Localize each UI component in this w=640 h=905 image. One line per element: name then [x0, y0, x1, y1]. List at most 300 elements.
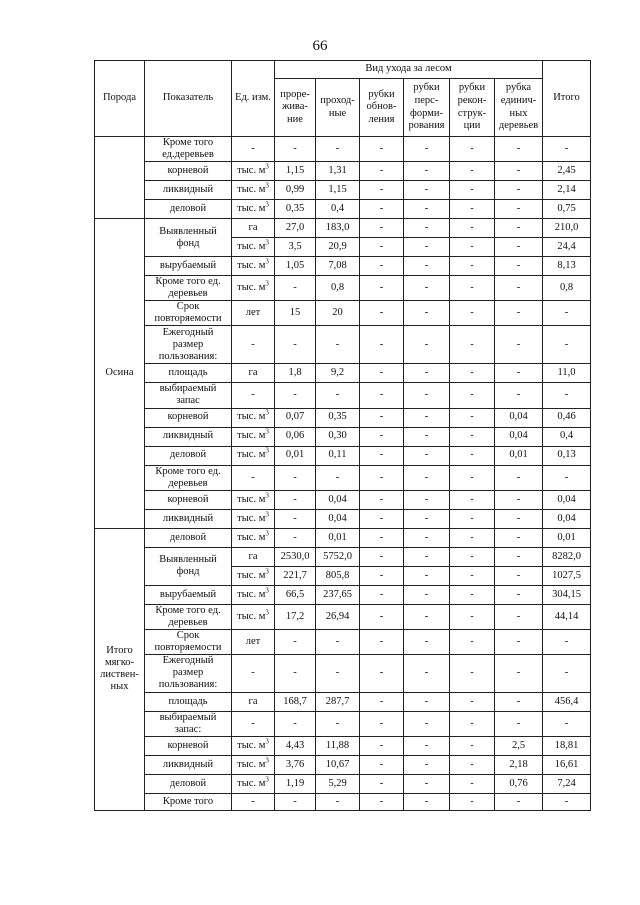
value-cell: - [404, 737, 450, 756]
indicator-cell: выбираемый запас: [145, 711, 232, 736]
value-cell: - [360, 446, 404, 465]
value-cell: - [495, 692, 543, 711]
value-cell: - [404, 711, 450, 736]
unit-text: - [251, 795, 255, 807]
value-cell: - [316, 383, 360, 408]
header-total: Итого [543, 61, 591, 137]
value-cell: 9,2 [316, 364, 360, 383]
value-cell: - [360, 181, 404, 200]
value-cell: - [360, 276, 404, 301]
value-cell: 0,04 [495, 427, 543, 446]
unit-cell [232, 383, 275, 408]
value-cell: - [275, 629, 316, 654]
unit-text: тыс. м [237, 184, 266, 196]
value-cell: - [495, 585, 543, 604]
unit-cell [232, 547, 275, 566]
total-cell: 2,45 [543, 162, 591, 181]
value-cell: - [495, 257, 543, 276]
value-cell: - [404, 200, 450, 219]
total-cell: 24,4 [543, 238, 591, 257]
value-cell: 26,94 [316, 604, 360, 629]
value-cell: - [495, 654, 543, 692]
unit-text: тыс. м [237, 531, 266, 543]
indicator-cell: Кроме того ед. деревьев [145, 465, 232, 490]
total-cell: 0,13 [543, 446, 591, 465]
total-cell: - [543, 137, 591, 162]
value-cell: - [360, 427, 404, 446]
value-cell: - [404, 383, 450, 408]
value-cell: - [404, 326, 450, 364]
value-cell: - [360, 219, 404, 238]
breed-osina: Осина [95, 219, 145, 529]
value-cell: - [495, 326, 543, 364]
value-cell: 237,65 [316, 585, 360, 604]
value-cell: - [316, 794, 360, 811]
value-cell: - [404, 276, 450, 301]
unit-superscript: 3 [265, 737, 269, 746]
indicator-cell: деловой [145, 775, 232, 794]
table-row [95, 257, 591, 276]
value-cell: - [450, 301, 495, 326]
indicator-cell: Кроме того ед.деревьев [145, 137, 232, 162]
unit-superscript: 3 [265, 567, 269, 576]
value-cell: 183,0 [316, 219, 360, 238]
indicator-cell: деловой [145, 528, 232, 547]
unit-text: - [251, 667, 255, 679]
unit-cell [232, 181, 275, 200]
unit-cell [232, 427, 275, 446]
total-cell: 18,81 [543, 737, 591, 756]
value-cell: - [404, 566, 450, 585]
value-cell: 66,5 [275, 585, 316, 604]
value-cell: - [360, 711, 404, 736]
value-cell: - [450, 566, 495, 585]
value-cell: 27,0 [275, 219, 316, 238]
value-cell: - [404, 547, 450, 566]
value-cell: 17,2 [275, 604, 316, 629]
table-row [95, 219, 591, 238]
value-cell: 7,08 [316, 257, 360, 276]
value-cell: - [404, 364, 450, 383]
value-cell: - [275, 654, 316, 692]
table-row [95, 162, 591, 181]
value-cell: - [404, 162, 450, 181]
unit-cell [232, 490, 275, 509]
value-cell: - [404, 257, 450, 276]
table-row [95, 629, 591, 654]
total-cell: 0,8 [543, 276, 591, 301]
value-cell: - [360, 509, 404, 528]
value-cell: - [495, 566, 543, 585]
value-cell: 0,04 [316, 490, 360, 509]
value-cell: - [360, 383, 404, 408]
unit-cell [232, 775, 275, 794]
header-reform: рубки перс-форми-рования [404, 79, 450, 137]
unit-superscript: 3 [265, 162, 269, 171]
value-cell: - [404, 219, 450, 238]
table-row [95, 408, 591, 427]
table-row [95, 301, 591, 326]
unit-text: тыс. м [237, 493, 266, 505]
unit-superscript: 3 [265, 446, 269, 455]
value-cell: - [450, 257, 495, 276]
value-cell: - [404, 301, 450, 326]
total-cell: - [543, 326, 591, 364]
value-cell: 5,29 [316, 775, 360, 794]
value-cell: - [360, 547, 404, 566]
value-cell: - [360, 408, 404, 427]
table-row [95, 794, 591, 811]
total-cell: 210,0 [543, 219, 591, 238]
unit-text: - [251, 717, 255, 729]
page-number: 66 [312, 38, 328, 54]
value-cell: 0,01 [495, 446, 543, 465]
indicator-cell: деловой [145, 200, 232, 219]
table-row [95, 604, 591, 629]
value-cell: 1,15 [316, 181, 360, 200]
value-cell: - [495, 276, 543, 301]
value-cell: - [450, 490, 495, 509]
value-cell: - [450, 756, 495, 775]
value-cell: - [450, 629, 495, 654]
table-row [95, 465, 591, 490]
table-row [95, 547, 591, 566]
total-cell: 2,14 [543, 181, 591, 200]
indicator-cell: ликвидный [145, 427, 232, 446]
table-row [95, 276, 591, 301]
unit-text: га [248, 550, 258, 562]
value-cell: - [450, 408, 495, 427]
value-cell: - [404, 509, 450, 528]
value-cell: - [360, 737, 404, 756]
value-cell: - [450, 181, 495, 200]
unit-cell [232, 566, 275, 585]
total-cell: - [543, 794, 591, 811]
unit-superscript: 3 [265, 238, 269, 247]
unit-text: лет [245, 307, 261, 319]
value-cell: - [450, 162, 495, 181]
value-cell: - [316, 137, 360, 162]
header-care-type: Вид ухода за лесом [275, 61, 543, 79]
unit-text: тыс. м [237, 777, 266, 789]
indicator-cell: ликвидный [145, 509, 232, 528]
indicator-cell: Ежегодный размер пользования: [145, 326, 232, 364]
value-cell: 0,76 [495, 775, 543, 794]
unit-cell [232, 654, 275, 692]
value-cell: - [275, 137, 316, 162]
unit-text: - [251, 471, 255, 483]
value-cell: - [450, 465, 495, 490]
value-cell: - [404, 756, 450, 775]
value-cell: - [275, 794, 316, 811]
value-cell: - [404, 629, 450, 654]
total-cell: 0,4 [543, 427, 591, 446]
unit-cell [232, 200, 275, 219]
unit-superscript: 3 [265, 257, 269, 266]
unit-cell [232, 238, 275, 257]
value-cell: - [450, 383, 495, 408]
unit-text: тыс. м [237, 739, 266, 751]
value-cell: - [450, 547, 495, 566]
value-cell: 10,67 [316, 756, 360, 775]
value-cell: 2530,0 [275, 547, 316, 566]
value-cell: 2,18 [495, 756, 543, 775]
value-cell: - [450, 692, 495, 711]
value-cell: 0,99 [275, 181, 316, 200]
indicator-cell: площадь [145, 364, 232, 383]
value-cell: - [360, 326, 404, 364]
total-cell: - [543, 301, 591, 326]
table-row [95, 737, 591, 756]
value-cell: - [360, 654, 404, 692]
table-row [95, 509, 591, 528]
value-cell: - [360, 364, 404, 383]
unit-cell [232, 137, 275, 162]
value-cell: - [275, 528, 316, 547]
indicator-cell: Ежегодный размер пользования: [145, 654, 232, 692]
unit-text: га [248, 222, 258, 234]
table-row [95, 490, 591, 509]
header-indicator: Показатель [145, 61, 232, 137]
unit-cell [232, 465, 275, 490]
value-cell: 11,88 [316, 737, 360, 756]
value-cell: 3,76 [275, 756, 316, 775]
value-cell: - [450, 654, 495, 692]
value-cell: 0,01 [275, 446, 316, 465]
unit-text: тыс. м [237, 758, 266, 770]
value-cell: 1,05 [275, 257, 316, 276]
unit-text: тыс. м [237, 588, 266, 600]
value-cell: - [495, 465, 543, 490]
indicator-cell: Кроме того ед. деревьев [145, 604, 232, 629]
indicator-cell: вырубаемый [145, 585, 232, 604]
value-cell: - [495, 200, 543, 219]
indicator-cell: деловой [145, 446, 232, 465]
unit-superscript: 3 [265, 491, 269, 500]
value-cell: - [495, 629, 543, 654]
value-cell: 1,19 [275, 775, 316, 794]
value-cell: - [404, 446, 450, 465]
value-cell: - [495, 162, 543, 181]
value-cell: 0,4 [316, 200, 360, 219]
unit-cell [232, 794, 275, 811]
table-row [95, 200, 591, 219]
value-cell: - [360, 756, 404, 775]
value-cell: - [316, 326, 360, 364]
value-cell: - [450, 446, 495, 465]
value-cell: - [360, 794, 404, 811]
value-cell: - [450, 276, 495, 301]
value-cell: - [495, 490, 543, 509]
value-cell: 4,43 [275, 737, 316, 756]
value-cell: - [404, 465, 450, 490]
total-cell: 16,61 [543, 756, 591, 775]
indicator-cell: Кроме того [145, 794, 232, 811]
value-cell: - [450, 238, 495, 257]
value-cell: - [275, 326, 316, 364]
value-cell: - [316, 654, 360, 692]
value-cell: - [275, 276, 316, 301]
value-cell: - [275, 383, 316, 408]
unit-cell [232, 756, 275, 775]
value-cell: - [495, 181, 543, 200]
total-cell: 11,0 [543, 364, 591, 383]
value-cell: - [275, 509, 316, 528]
unit-cell [232, 219, 275, 238]
header-thinning: проре-жива-ние [275, 79, 316, 137]
unit-superscript: 3 [265, 427, 269, 436]
total-cell: - [543, 654, 591, 692]
total-cell: - [543, 629, 591, 654]
value-cell: 0,8 [316, 276, 360, 301]
total-cell: 0,04 [543, 490, 591, 509]
value-cell: - [360, 465, 404, 490]
table-row [95, 427, 591, 446]
unit-superscript: 3 [265, 529, 269, 538]
value-cell: - [316, 465, 360, 490]
total-cell: - [543, 711, 591, 736]
indicator-cell: корневой [145, 408, 232, 427]
unit-text: га [248, 695, 258, 707]
value-cell: - [316, 629, 360, 654]
unit-text: тыс. м [237, 241, 266, 253]
value-cell: - [450, 364, 495, 383]
value-cell: 0,35 [316, 408, 360, 427]
total-cell: - [543, 383, 591, 408]
value-cell: 20,9 [316, 238, 360, 257]
unit-cell [232, 604, 275, 629]
value-cell: 0,30 [316, 427, 360, 446]
unit-text: тыс. м [237, 569, 266, 581]
value-cell: 1,8 [275, 364, 316, 383]
value-cell: - [404, 775, 450, 794]
value-cell: - [495, 711, 543, 736]
unit-text: лет [245, 635, 261, 647]
value-cell: - [495, 219, 543, 238]
indicator-cell: Кроме того ед. деревьев [145, 276, 232, 301]
indicator-cell: корневой [145, 162, 232, 181]
value-cell: - [450, 137, 495, 162]
value-cell: 20 [316, 301, 360, 326]
value-cell: - [404, 238, 450, 257]
value-cell: - [495, 364, 543, 383]
indicator-cell: корневой [145, 490, 232, 509]
unit-text: тыс. м [237, 512, 266, 524]
value-cell: 2,5 [495, 737, 543, 756]
table-row [95, 326, 591, 364]
unit-cell [232, 162, 275, 181]
unit-superscript: 3 [265, 510, 269, 519]
value-cell: - [360, 528, 404, 547]
unit-cell [232, 408, 275, 427]
value-cell: 0,11 [316, 446, 360, 465]
unit-cell [232, 257, 275, 276]
value-cell: - [275, 711, 316, 736]
value-cell: - [495, 604, 543, 629]
table-row [95, 446, 591, 465]
value-cell: 1,31 [316, 162, 360, 181]
value-cell: - [360, 257, 404, 276]
value-cell: - [360, 604, 404, 629]
unit-text: га [248, 367, 258, 379]
indicator-cell: корневой [145, 737, 232, 756]
unit-cell [232, 276, 275, 301]
unit-superscript: 3 [265, 586, 269, 595]
unit-cell [232, 585, 275, 604]
indicator-cell: выбираемый запас [145, 383, 232, 408]
table-row [95, 383, 591, 408]
value-cell: - [360, 566, 404, 585]
header-reconstruction: рубки рекон-струк-ции [450, 79, 495, 137]
value-cell: - [404, 181, 450, 200]
unit-cell [232, 364, 275, 383]
forest-care-table [94, 60, 591, 811]
unit-cell [232, 528, 275, 547]
unit-cell [232, 509, 275, 528]
unit-text: тыс. м [237, 411, 266, 423]
value-cell: 0,01 [316, 528, 360, 547]
unit-cell [232, 711, 275, 736]
header-unit: Ед. изм. [232, 61, 275, 137]
unit-superscript: 3 [265, 756, 269, 765]
indicator-cell: Срок повторяемости [145, 629, 232, 654]
unit-superscript: 3 [265, 181, 269, 190]
unit-superscript: 3 [265, 608, 269, 617]
value-cell: - [404, 604, 450, 629]
value-cell: - [495, 528, 543, 547]
unit-text: - [251, 338, 255, 350]
unit-cell [232, 737, 275, 756]
value-cell: - [450, 604, 495, 629]
value-cell: - [450, 427, 495, 446]
total-cell: 0,75 [543, 200, 591, 219]
value-cell: 0,35 [275, 200, 316, 219]
value-cell: - [404, 654, 450, 692]
value-cell: 0,04 [495, 408, 543, 427]
table-row [95, 364, 591, 383]
value-cell: 0,04 [316, 509, 360, 528]
value-cell: - [404, 585, 450, 604]
indicator-cell: Выявленный фонд [145, 547, 232, 585]
value-cell: 287,7 [316, 692, 360, 711]
value-cell: - [275, 465, 316, 490]
indicator-cell: вырубаемый [145, 257, 232, 276]
table-row [95, 654, 591, 692]
value-cell: - [404, 794, 450, 811]
value-cell: - [495, 137, 543, 162]
table-row [95, 692, 591, 711]
value-cell: - [360, 238, 404, 257]
value-cell: - [316, 711, 360, 736]
total-cell: 44,14 [543, 604, 591, 629]
unit-text: тыс. м [237, 282, 266, 294]
value-cell: - [404, 528, 450, 547]
header-breed: Порода [95, 61, 145, 137]
value-cell: - [404, 490, 450, 509]
total-cell: 304,15 [543, 585, 591, 604]
unit-superscript: 3 [265, 408, 269, 417]
table-row [95, 585, 591, 604]
value-cell: - [495, 794, 543, 811]
unit-superscript: 3 [265, 775, 269, 784]
indicator-cell: Выявленный фонд [145, 219, 232, 257]
value-cell: - [495, 547, 543, 566]
table-row [95, 756, 591, 775]
unit-cell [232, 301, 275, 326]
value-cell: 0,06 [275, 427, 316, 446]
value-cell: - [360, 775, 404, 794]
value-cell: - [404, 692, 450, 711]
